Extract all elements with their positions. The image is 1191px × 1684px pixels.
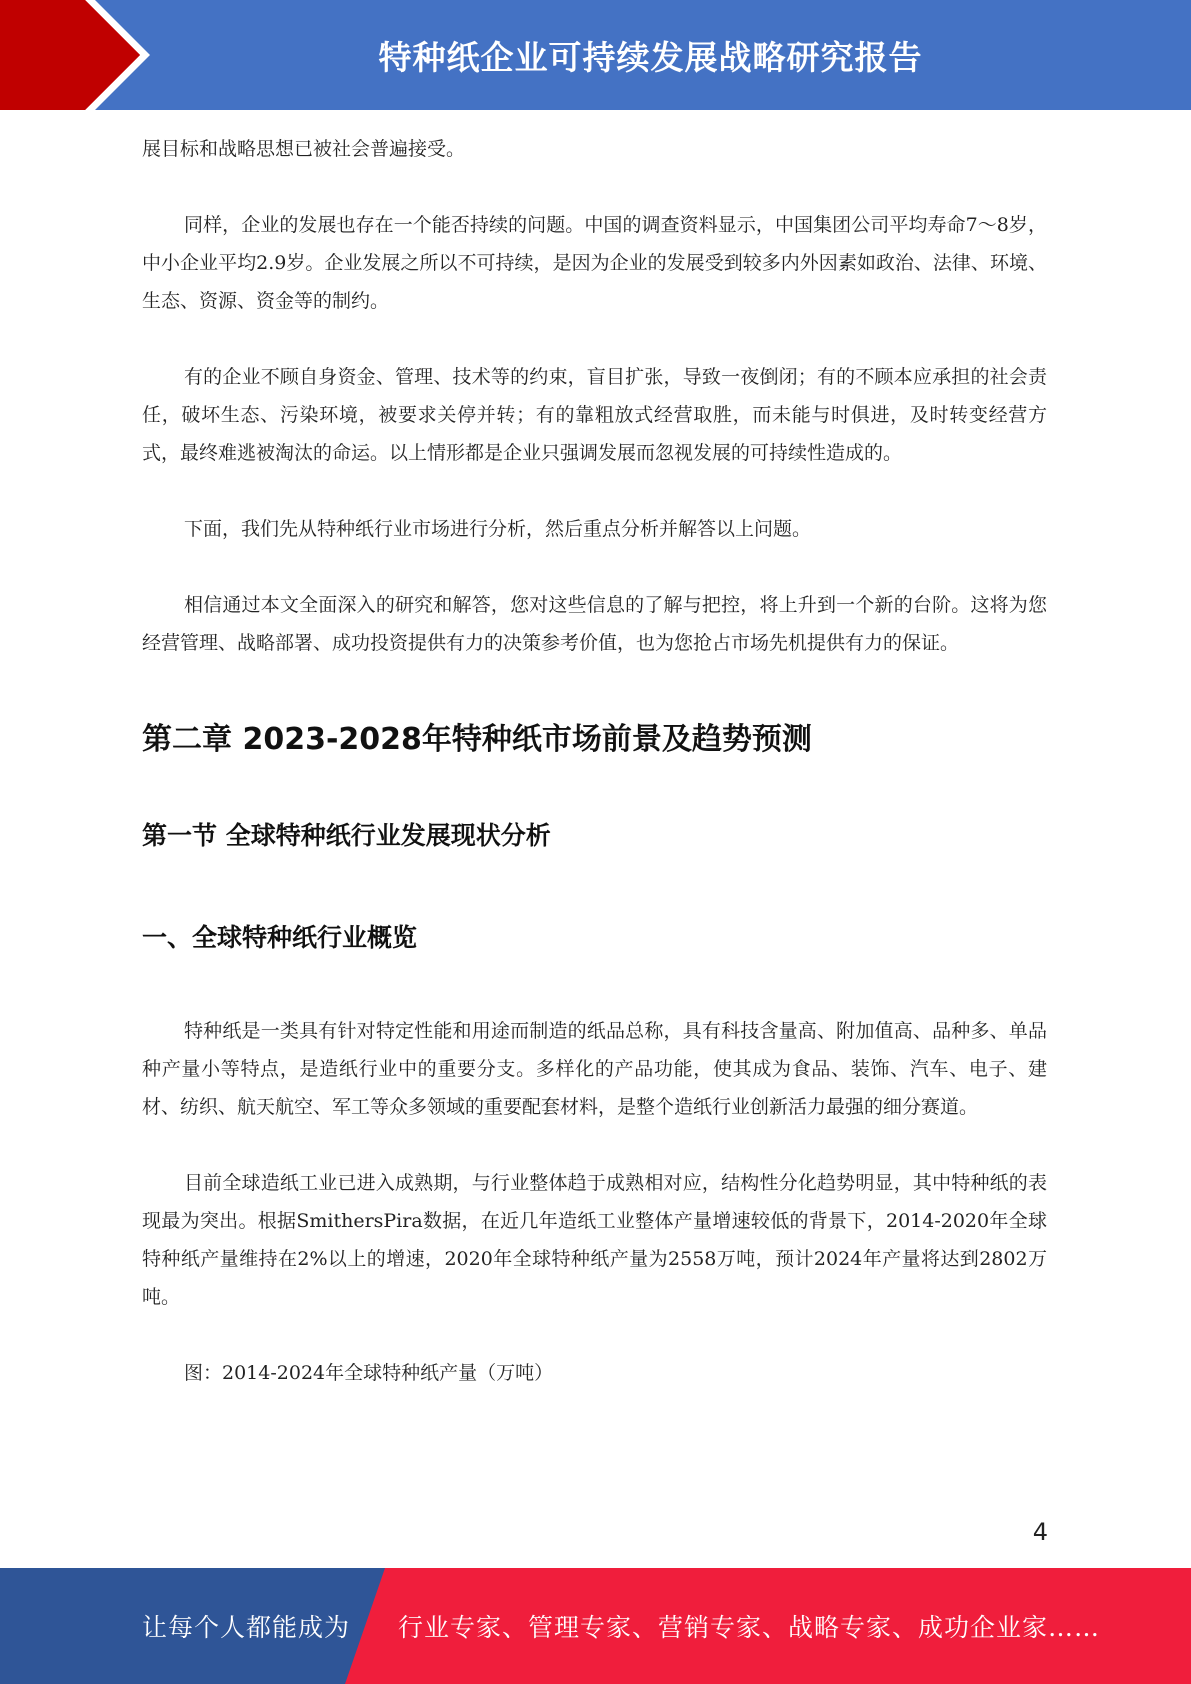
page-number: 4 xyxy=(1032,1518,1048,1546)
chapter-heading: 第二章 2023-2028年特种纸市场前景及趋势预测 xyxy=(142,722,812,757)
paragraph: 目前全球造纸工业已进入成熟期，与行业整体趋于成熟相对应，结构性分化趋势明显，其中特种纸的表现最为突出。根据SmithersPira数据，在近几年造纸工业整体产量增速较低的背景下，2014-2020年全球特种纸产量维持在2%以上的增速，2020年全球特种纸产量为2558万吨，预计2024年产量将达到2802万吨。 xyxy=(142,1172,1047,1308)
figure-caption: 图：2014-2024年全球特种纸产量（万吨） xyxy=(184,1362,554,1384)
paragraph: 有的企业不顾自身资金、管理、技术等的约束，盲目扩张，导致一夜倒闭；有的不顾本应承担的社会责任，破坏生态、污染环境，被要求关停并转；有的靠粗放式经营取胜，而未能与时俱进，及时转变经营方式，最终难逃被淘汰的命运。以上情形都是企业只强调发展而忽视发展的可持续性造成的。 xyxy=(142,366,1047,464)
paragraph: 相信通过本文全面深入的研究和解答，您对这些信息的了解与把控，将上升到一个新的台阶。这将为您经营管理、战略部署、成功投资提供有力的决策参考价值，也为您抢占市场先机提供有力的保证。 xyxy=(142,594,1047,654)
page-header xyxy=(0,0,1191,110)
paragraph: 同样，企业的发展也存在一个能否持续的问题。中国的调查资料显示，中国集团公司平均寿命7～8岁，中小企业平均2.9岁。企业发展之所以不可持续，是因为企业的发展受到较多内外因素如政治、法律、环境、生态、资源、资金等的制约。 xyxy=(142,214,1047,312)
footer-slogan-right: 行业专家、管理专家、营销专家、战略专家、成功企业家…… xyxy=(398,1613,1101,1642)
document-body xyxy=(142,130,1047,1430)
footer-slogan-left: 让每个人都能成为 xyxy=(142,1613,351,1642)
page-footer xyxy=(0,1568,1191,1684)
report-title: 特种纸企业可持续发展战略研究报告 xyxy=(378,37,923,77)
section-heading: 第一节 全球特种纸行业发展现状分析 xyxy=(142,821,551,850)
paragraph: 特种纸是一类具有针对特定性能和用途而制造的纸品总称，具有科技含量高、附加值高、品种多、单品种产量小等特点，是造纸行业中的重要分支。多样化的产品功能，使其成为食品、装饰、汽车、电子、建材、纺织、航天航空、军工等众多领域的重要配套材料，是整个造纸行业创新活力最强的细分赛道。 xyxy=(142,1020,1047,1118)
paragraph: 展目标和战略思想已被社会普遍接受。 xyxy=(142,138,466,160)
paragraph: 下面，我们先从特种纸行业市场进行分析，然后重点分析并解答以上问题。 xyxy=(184,518,812,540)
subsection-heading: 一、全球特种纸行业概览 xyxy=(142,923,418,952)
